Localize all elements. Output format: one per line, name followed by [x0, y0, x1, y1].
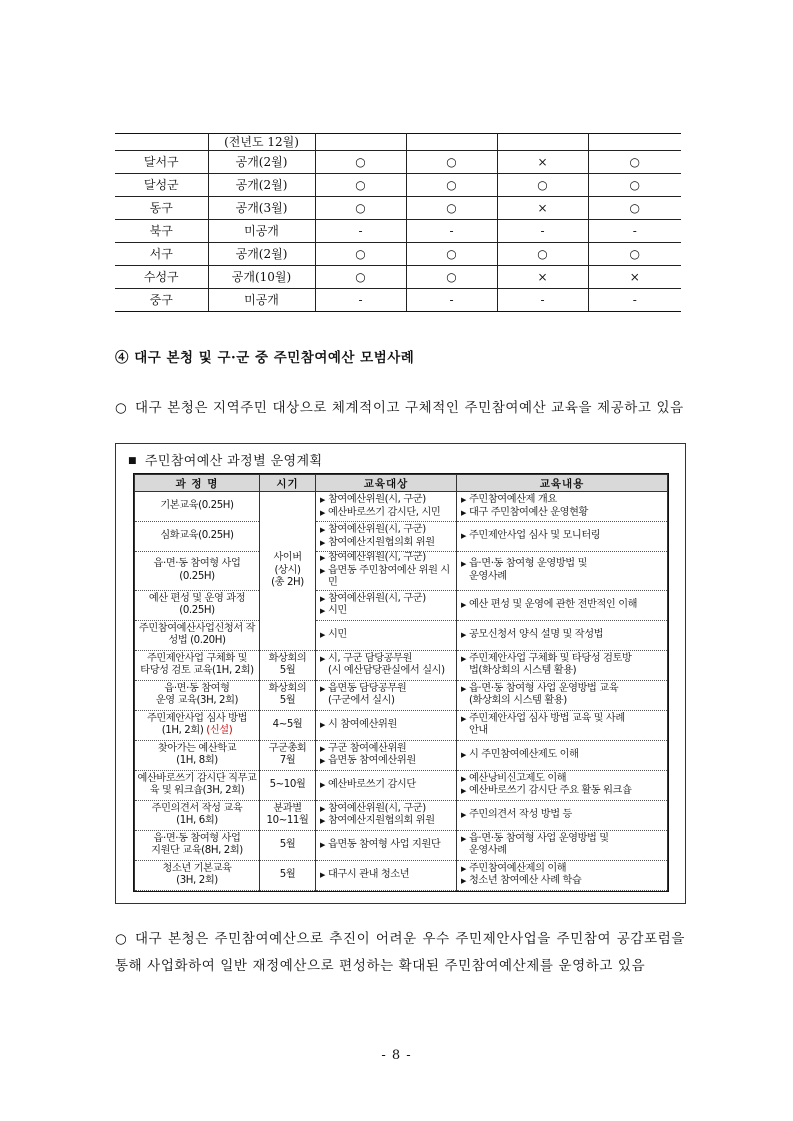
triangle-bullet-icon: ▶	[461, 630, 466, 639]
content-cell	[457, 650, 668, 680]
triangle-bullet-icon: ▶	[461, 684, 466, 693]
box-title	[128, 450, 322, 469]
table-row	[115, 266, 681, 289]
status-cell: 공개(3월)	[208, 197, 315, 220]
bullet-text: 예산바로쓰기 감시단	[327, 778, 416, 790]
course-cell	[135, 650, 260, 680]
bullet-line	[461, 530, 665, 543]
bullet-line	[461, 809, 665, 822]
table-row	[135, 710, 668, 740]
bullet-text: 읍·면·동 참여형 사업 운영방법 교육 (화상회의 시스템 활용)	[468, 682, 619, 706]
course-cell	[135, 680, 260, 710]
table-header-row	[135, 475, 668, 492]
mark-cell: ×	[588, 266, 681, 289]
status-cell: 공개(2월)	[208, 151, 315, 174]
target-cell	[316, 590, 457, 620]
mark-cell: -	[497, 289, 588, 312]
table-row	[115, 197, 681, 220]
content-cell	[457, 680, 668, 710]
content-cell	[457, 522, 668, 552]
course-cell	[135, 590, 260, 620]
bullet-text: 참여예산지원협의회 위원	[327, 536, 435, 548]
district-cell: 서구	[115, 243, 208, 266]
mark-cell: ○	[588, 174, 681, 197]
triangle-bullet-icon: ▶	[461, 750, 466, 759]
period-cell: 5월	[260, 830, 316, 860]
bullet-line	[461, 773, 665, 786]
course-name: 주민제안사업 구체화 및 타당성 검토 교육(1H, 2회)	[140, 652, 254, 676]
triangle-bullet-icon: ▶	[461, 714, 466, 723]
period-cell: 사이버 (상시) (총 2H)	[260, 492, 316, 651]
course-name: 예산 편성 및 운영 과정 (0.25H)	[148, 592, 246, 616]
bullet-line	[461, 749, 665, 762]
paragraph-bullet: ○	[115, 400, 128, 416]
bullet-text: 읍·면·동 참여형 사업 운영방법 및 운영사례	[468, 832, 609, 856]
triangle-bullet-icon: ▶	[461, 600, 466, 609]
course-name: 읍·면·동 참여형 사업 (0.25H)	[153, 558, 241, 582]
table-row	[135, 740, 668, 770]
table-row	[135, 860, 668, 890]
period-cell: 5~10월	[260, 770, 316, 800]
target-cell	[316, 620, 457, 650]
triangle-bullet-icon: ▶	[320, 684, 325, 693]
mark-cell: ○	[406, 243, 497, 266]
mark-cell: ○	[406, 151, 497, 174]
district-cell: 달서구	[115, 151, 208, 174]
bullet-line	[461, 494, 665, 507]
mark-cell: ○	[406, 266, 497, 289]
triangle-bullet-icon: ▶	[320, 526, 325, 534]
bullet-text: 읍·면·동 참여형 운영방법 및 운영사례	[468, 558, 588, 582]
triangle-bullet-icon: ▶	[320, 508, 325, 517]
triangle-bullet-icon: ▶	[320, 654, 325, 663]
header-content: 교육내용	[457, 475, 668, 492]
bullet-line	[320, 839, 454, 852]
target-cell	[316, 492, 457, 522]
triangle-bullet-icon: ▶	[461, 508, 466, 517]
triangle-bullet-icon: ▶	[320, 594, 325, 603]
bullet-line	[320, 803, 454, 816]
bullet-line	[461, 653, 665, 678]
course-cell	[135, 522, 260, 552]
content-cell	[457, 492, 668, 522]
triangle-bullet-icon: ▶	[320, 720, 325, 729]
mark-cell: ○	[588, 151, 681, 174]
district-cell: 달성군	[115, 174, 208, 197]
course-cell	[135, 770, 260, 800]
content-cell	[457, 830, 668, 860]
bullet-text: 시 참여예산위원	[327, 718, 397, 730]
triangle-bullet-icon: ▶	[320, 566, 325, 575]
table-row	[135, 800, 668, 830]
bullet-line	[320, 605, 454, 618]
bullet-line	[320, 653, 454, 678]
course-cell	[135, 492, 260, 522]
course-cell	[135, 620, 260, 650]
triangle-bullet-icon: ▶	[320, 780, 325, 789]
bullet-text: 읍면동 주민참여예산 위원 시민	[327, 564, 450, 588]
mark-cell: ○	[406, 174, 497, 197]
triangle-bullet-icon: ▶	[461, 654, 466, 663]
triangle-bullet-icon: ▶	[461, 864, 466, 873]
course-name: 찾아가는 예산학교 (1H, 8회)	[157, 742, 237, 766]
table-row	[115, 289, 681, 312]
triangle-bullet-icon: ▶	[320, 607, 325, 615]
table-row	[135, 590, 668, 620]
mark-cell: ○	[588, 243, 681, 266]
mark-cell: ○	[315, 151, 406, 174]
district-cell: 북구	[115, 220, 208, 243]
bullet-text: 주민제안사업 심사 및 모니터링	[468, 530, 601, 542]
bullet-text: 읍면동 담당공무원 (구군에서 실시)	[327, 682, 407, 706]
bullet-line	[320, 524, 454, 537]
bullet-text: 청소년 참여예산 사례 학습	[468, 875, 582, 886]
bullet-text: 예산 편성 및 운영에 관한 전반적인 이해	[468, 598, 638, 610]
bullet-line	[461, 863, 665, 876]
status-cell: 공개(2월)	[208, 243, 315, 266]
mark-cell: -	[588, 289, 681, 312]
table-row	[135, 492, 668, 522]
bullet-line	[320, 869, 454, 882]
bullet-line	[320, 683, 454, 708]
content-cell	[457, 770, 668, 800]
district-cell: 수성구	[115, 266, 208, 289]
mark-cell: -	[588, 220, 681, 243]
bullet-text: 대구시 관내 청소년	[327, 868, 410, 880]
box-title-text: 주민참여예산 과정별 운영계획	[144, 454, 323, 469]
triangle-bullet-icon: ▶	[461, 810, 466, 819]
table-row	[135, 620, 668, 650]
new-badge: (신설)	[206, 725, 233, 736]
bullet-line	[320, 552, 454, 565]
target-cell	[316, 650, 457, 680]
triangle-bullet-icon: ▶	[320, 817, 325, 825]
district-cell: 중구	[115, 289, 208, 312]
mark-cell: -	[315, 289, 406, 312]
bullet-line	[320, 743, 454, 756]
course-name: 읍·면·동 참여형 사업 지원단 교육(8H, 2회)	[151, 832, 243, 856]
target-cell	[316, 710, 457, 740]
bullet-text: 예산바로쓰기 감시단 주요 활동 워크숍	[468, 785, 632, 796]
plan-table-body	[135, 492, 668, 891]
header-target: 교육대상	[316, 475, 457, 492]
course-name: 주민제안사업 심사 방법 (1H, 2회)	[146, 712, 248, 736]
header-period: 시기	[260, 475, 316, 492]
table-row	[115, 134, 681, 151]
bullet-text: 참여예산위원(시, 구군)	[327, 494, 426, 505]
bullet-text: 시민	[327, 605, 347, 616]
page-number: - 8 -	[381, 1048, 412, 1063]
mark-cell: ×	[497, 151, 588, 174]
paragraph-text: 대구 본청은 지역주민 대상으로 체계적이고 구체적인 주민참여예산 교육을 제공하고 있음	[135, 400, 684, 416]
triangle-bullet-icon: ▶	[320, 757, 325, 765]
bullet-text: 대구 주민참여예산 운영현황	[468, 506, 588, 518]
triangle-bullet-icon: ▶	[461, 496, 466, 504]
triangle-bullet-icon: ▶	[461, 532, 466, 541]
bullet-line	[461, 785, 665, 798]
triangle-bullet-icon: ▶	[461, 877, 466, 885]
target-cell	[316, 860, 457, 890]
mark-cell: ○	[497, 243, 588, 266]
bullet-line	[320, 507, 454, 520]
bullet-text: 주민참여예산제의 이해	[468, 862, 567, 874]
paragraph-bullet: ○	[115, 931, 128, 947]
table-row	[115, 151, 681, 174]
plan-box	[115, 443, 686, 904]
status-cell: 공개(2월)	[208, 174, 315, 197]
bullet-line	[320, 755, 454, 768]
mark-cell: ○	[315, 174, 406, 197]
bullet-line	[461, 599, 665, 612]
table-row	[135, 522, 668, 552]
status-cell: 미공개	[208, 289, 315, 312]
course-cell	[135, 860, 260, 890]
bullet-text: 예산바로쓰기 감시단, 시민	[327, 506, 441, 518]
bullet-text: 참여예산위원(시, 구군)	[327, 524, 426, 535]
mark-cell: ○	[315, 197, 406, 220]
mark-cell: ○	[588, 197, 681, 220]
mark-cell: ○	[315, 266, 406, 289]
paragraph-text: 대구 본청은 주민참여예산으로 추진이 어려운 우수 주민제안사업을 주민참여 공감포럼을 통해 사업화하여 일반 재정예산으로 편성하는 확대된 주민참여예산제를 운영하고 있음	[115, 931, 685, 974]
bullet-text: 주민의견서 작성 방법 등	[468, 808, 572, 820]
bullet-line	[461, 683, 665, 708]
bullet-text: 읍면동 참여예산위원	[327, 755, 416, 766]
triangle-bullet-icon: ▶	[320, 554, 325, 562]
course-name: 기본교육(0.25H)	[160, 500, 234, 512]
course-name: 읍·면·동 참여형 운영 교육(3H, 2회)	[155, 682, 239, 706]
bullet-text: 시민	[327, 628, 347, 640]
bullet-line	[320, 565, 454, 590]
triangle-bullet-icon: ▶	[320, 840, 325, 849]
status-table-body	[115, 134, 681, 312]
bullet-text: 읍면동 참여형 사업 지원단	[327, 838, 441, 850]
table-row	[135, 552, 668, 591]
content-cell	[457, 740, 668, 770]
mark-cell: ×	[497, 266, 588, 289]
header-course: 과 정 명	[135, 475, 260, 492]
triangle-bullet-icon: ▶	[461, 834, 466, 843]
bullet-text: 시 주민참여예산제도 이해	[468, 748, 579, 760]
bullet-text: 주민참여예산제 개요	[468, 494, 557, 505]
paragraph-1	[115, 395, 685, 422]
table-row	[135, 830, 668, 860]
continuation-label: (전년도 12월)	[208, 134, 315, 151]
bullet-text: 참여예산위원(시, 구군)	[327, 552, 426, 563]
mark-cell: -	[406, 289, 497, 312]
table-row	[135, 650, 668, 680]
mark-cell: ○	[497, 174, 588, 197]
course-cell	[135, 710, 260, 740]
course-name: 주민의견서 작성 교육 (1H, 6회)	[151, 802, 243, 826]
district-status-table	[115, 133, 681, 312]
triangle-bullet-icon: ▶	[320, 496, 325, 504]
bullet-line	[320, 779, 454, 792]
bullet-line	[320, 593, 454, 606]
mark-cell: ○	[406, 197, 497, 220]
target-cell	[316, 830, 457, 860]
triangle-bullet-icon: ▶	[320, 804, 325, 813]
bullet-line	[320, 537, 454, 550]
content-cell	[457, 620, 668, 650]
period-cell: 화상회의 5월	[260, 680, 316, 710]
mark-cell: ×	[497, 197, 588, 220]
bullet-line	[461, 629, 665, 642]
target-cell	[316, 680, 457, 710]
triangle-bullet-icon: ▶	[320, 538, 325, 547]
mark-cell: -	[315, 220, 406, 243]
bullet-line	[320, 494, 454, 507]
bullet-text: 주민제안사업 구체화 및 타당성 검토방 법(화상회의 시스템 활용)	[468, 652, 632, 676]
bullet-text: 참여예산위원(시, 구군)	[327, 802, 426, 814]
bullet-line	[461, 558, 665, 583]
triangle-bullet-icon: ▶	[461, 787, 466, 795]
course-plan-table	[134, 474, 668, 891]
table-row	[115, 174, 681, 197]
triangle-bullet-icon: ▶	[461, 560, 466, 569]
status-cell: 미공개	[208, 220, 315, 243]
triangle-bullet-icon: ▶	[461, 774, 466, 783]
mark-cell: -	[406, 220, 497, 243]
period-cell: 4~5월	[260, 710, 316, 740]
bullet-line	[461, 875, 665, 888]
bullet-line	[320, 719, 454, 732]
target-cell	[316, 522, 457, 552]
table-row	[135, 770, 668, 800]
bullet-text: 예산낭비신고제도 이해	[468, 772, 567, 784]
mark-cell: ○	[315, 243, 406, 266]
district-cell: 동구	[115, 197, 208, 220]
course-name: 주민참여예산사업신청서 작 성법 (0.20H)	[138, 622, 256, 646]
target-cell	[316, 552, 457, 591]
content-cell	[457, 860, 668, 890]
course-name: 예산바로쓰기 감시단 직무교 육 및 워크숍(3H, 2회)	[137, 772, 257, 796]
bullet-line	[461, 507, 665, 520]
course-cell	[135, 740, 260, 770]
bullet-text: 주민제안사업 심사 방법 교육 및 사례 안내	[468, 712, 625, 736]
section-heading: ④ 대구 본청 및 구·군 중 주민참여예산 모범사례	[115, 350, 415, 366]
bullet-line	[320, 629, 454, 642]
square-bullet-icon: ■	[128, 456, 137, 466]
course-cell	[135, 830, 260, 860]
course-name: 심화교육(0.25H)	[160, 530, 234, 542]
target-cell	[316, 800, 457, 830]
triangle-bullet-icon: ▶	[320, 744, 325, 753]
course-name: 청소년 기본교육 (3H, 2회)	[162, 862, 232, 886]
mark-cell: -	[497, 220, 588, 243]
bullet-text: 시, 구군 담당공무원 (시 예산담당관실에서 실시)	[327, 652, 445, 676]
course-cell	[135, 552, 260, 591]
bullet-line	[461, 833, 665, 858]
bullet-line	[461, 713, 665, 738]
bullet-text: 구군 참여예산위원	[327, 742, 407, 754]
period-cell: 5월	[260, 860, 316, 890]
course-cell	[135, 800, 260, 830]
bullet-text: 참여예산위원(시, 구군)	[327, 592, 426, 604]
bullet-line	[320, 815, 454, 828]
table-row	[135, 680, 668, 710]
paragraph-2	[115, 926, 685, 980]
table-row	[115, 243, 681, 266]
target-cell	[316, 770, 457, 800]
content-cell	[457, 590, 668, 620]
triangle-bullet-icon: ▶	[320, 870, 325, 879]
content-cell	[457, 710, 668, 740]
bullet-text: 공모신청서 양식 설명 및 작성법	[468, 628, 604, 640]
content-cell	[457, 552, 668, 591]
table-row	[115, 220, 681, 243]
triangle-bullet-icon: ▶	[320, 630, 325, 639]
target-cell	[316, 740, 457, 770]
status-cell: 공개(10월)	[208, 266, 315, 289]
content-cell	[457, 800, 668, 830]
period-cell: 화상회의 5월	[260, 650, 316, 680]
bullet-text: 참여예산지원협의회 위원	[327, 815, 435, 826]
period-cell: 분과별 10~11월	[260, 800, 316, 830]
period-cell: 구군총회 7월	[260, 740, 316, 770]
